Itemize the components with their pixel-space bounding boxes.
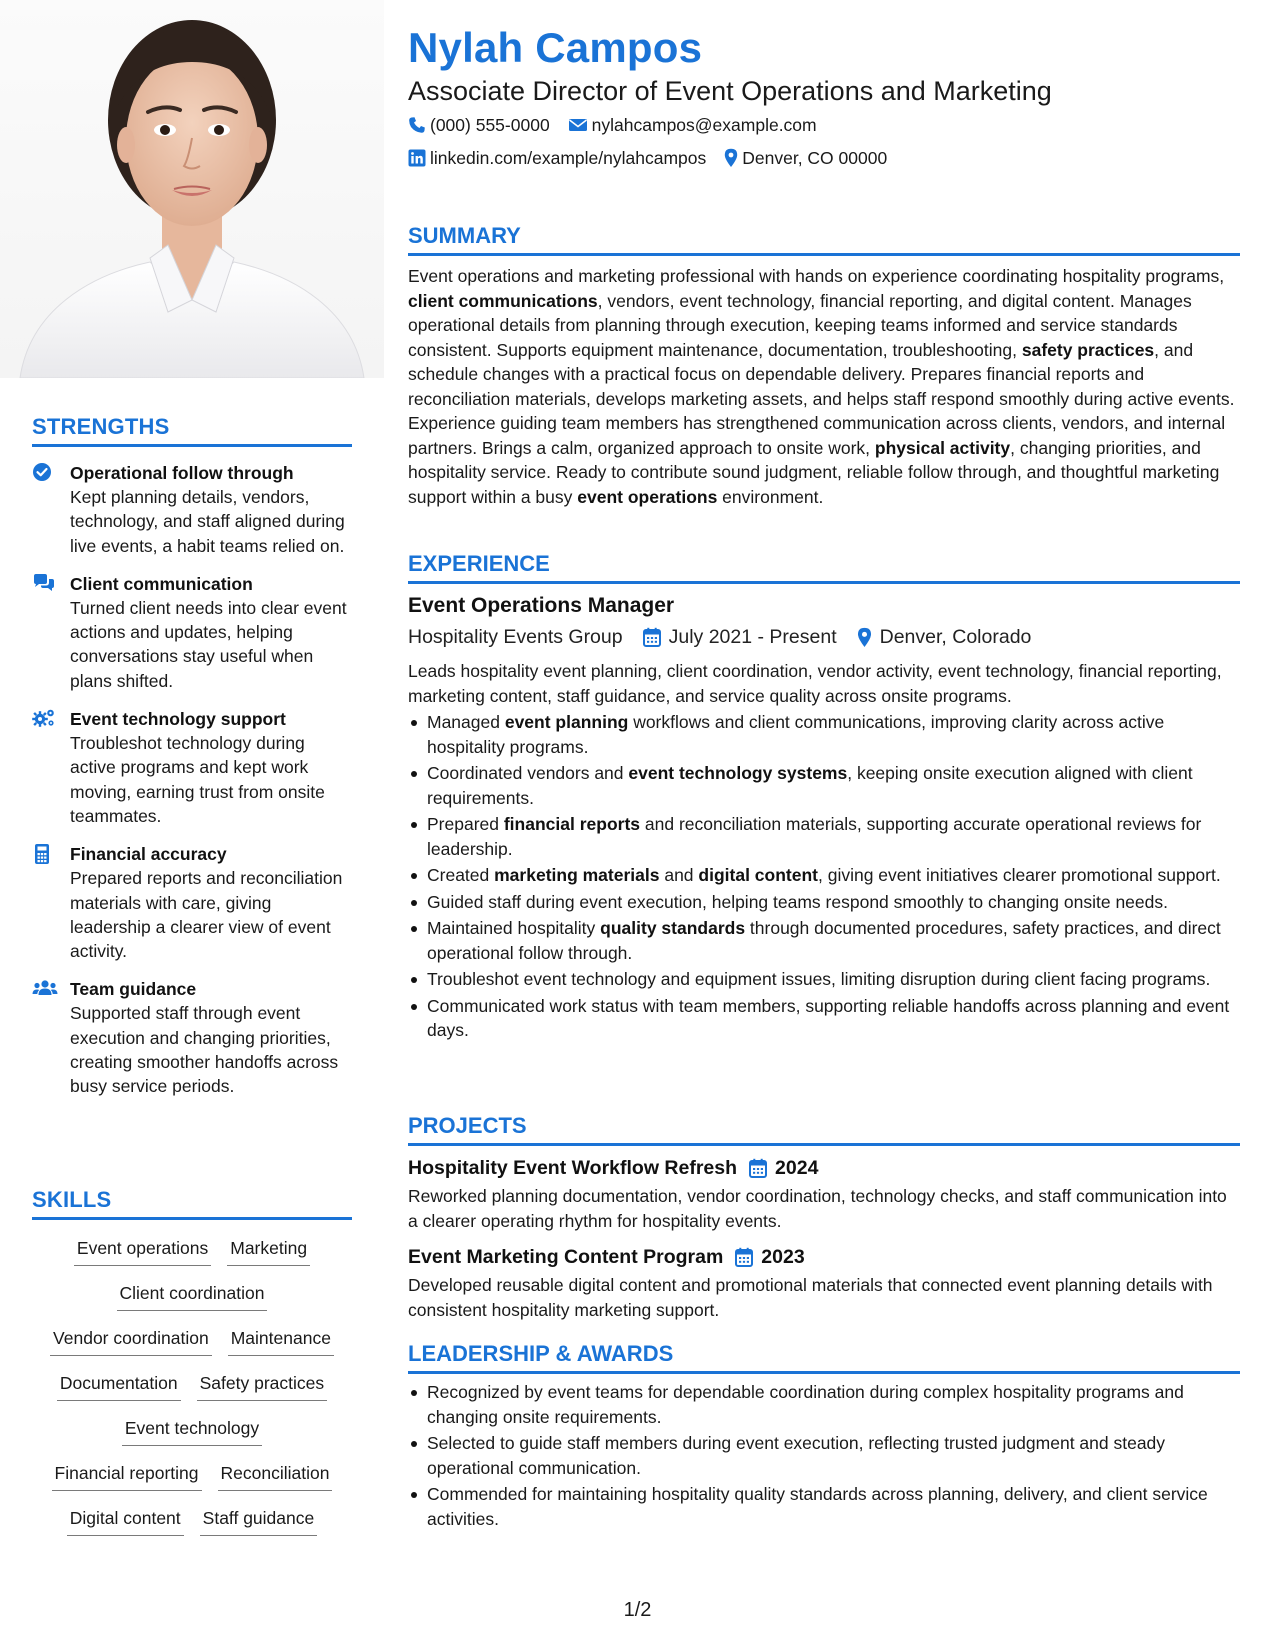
skill-tag: Financial reporting [52, 1461, 202, 1491]
job-meta [408, 623, 1240, 651]
comments-icon [32, 573, 56, 595]
skill-tag: Vendor coordination [50, 1326, 212, 1356]
sidebar [0, 0, 384, 1650]
strength-title: Financial accuracy [70, 844, 227, 865]
section-divider [408, 253, 1240, 256]
page-number: 1/2 [623, 1599, 652, 1621]
check-circle-icon [32, 462, 56, 484]
skill-tag: Digital content [67, 1506, 184, 1536]
calendar-icon [749, 1158, 767, 1178]
skills-title: SKILLS [32, 1187, 112, 1212]
strength-title: Event technology support [70, 709, 286, 730]
users-icon [32, 978, 56, 1000]
list-item: Recognized by event teams for dependable coordination during complex hospitality programs and changing onsite requirements. [408, 1380, 1240, 1429]
contact-row [408, 113, 817, 137]
strength-desc: Prepared reports and reconciliation materials with care, giving leadership a clearer view of event activity. [70, 868, 343, 962]
map-pin-icon [857, 627, 872, 648]
job-description: Leads hospitality event planning, client coordination, vendor activity, event technology, financial reporting, marketing content, staff guidance, and service quality across onsite programs. [408, 661, 1222, 706]
section-divider [408, 1371, 1240, 1374]
summary-text: Event operations and marketing professional with hands on experience coordinating hospitality programs, client communications, vendors, event technology, financial reporting, and digital content. Manages operational details from planning through execution, keeping teams informed and service standards consistent. Supports equipment maintenance, documentation, troubleshooting, safety practices, and schedule changes with a practical focus on dependable delivery. Prepares financial reports and reconciliation materials, develops marketing assets, and helps staff respond smoothly during active events. Experience guiding team members has strengthened communication across clients, vendors, and internal partners. Brings a calm, organized approach to onsite work, physical activity, changing priorities, and hospitality service. Ready to contribute sound judgment, reliable follow through, and thoughtful marketing support within a busy event operations environment. [408, 266, 1235, 507]
skill-tag: Maintenance [228, 1326, 334, 1356]
list-item: Communicated work status with team members, supporting reliable handoffs across planning and event days. [408, 994, 1240, 1043]
skill-tag: Safety practices [197, 1371, 328, 1401]
linkedin-contact[interactable] [408, 146, 706, 170]
job-location: Denver, Colorado [857, 623, 1032, 651]
skill-tag: Reconciliation [218, 1461, 333, 1491]
skills-section [32, 1185, 352, 1551]
email-text: nylahcampos@example.com [591, 115, 817, 135]
project-year: 2023 [735, 1243, 804, 1271]
leadership-bullets [408, 1380, 1240, 1531]
list-item: Prepared financial reports and reconciliation materials, supporting accurate operational reviews for leadership. [408, 812, 1240, 861]
skills-list [32, 1236, 352, 1551]
skill-tag: Marketing [227, 1236, 310, 1266]
job-dates: July 2021 - Present [643, 623, 837, 651]
list-item: Created marketing materials and digital content, giving event initiatives clearer promotional support. [408, 863, 1240, 888]
location-contact [724, 146, 887, 170]
section-divider [408, 1143, 1240, 1146]
list-item: Selected to guide staff members during event execution, reflecting trusted judgment and steady operational communication. [408, 1431, 1240, 1480]
skill-tag: Client coordination [117, 1281, 268, 1311]
project-title: Event Marketing Content Program 2023 [408, 1243, 1240, 1271]
section-divider [32, 444, 352, 447]
project-year: 2024 [749, 1154, 818, 1182]
skill-row [32, 1416, 352, 1461]
calendar-icon [643, 627, 661, 647]
skill-row [32, 1371, 352, 1416]
skill-row [32, 1236, 352, 1281]
strength-desc: Supported staff through event execution and changing priorities, creating smoother handoffs across busy service periods. [70, 1003, 339, 1097]
skill-tag: Event operations [74, 1236, 211, 1266]
strength-desc: Troubleshot technology during active programs and kept work moving, earning trust from onsite teammates. [70, 733, 325, 826]
skill-row [32, 1461, 352, 1506]
experience-title: EXPERIENCE [408, 551, 550, 576]
phone-text: (000) 555-0000 [430, 115, 550, 135]
skill-tag: Documentation [57, 1371, 181, 1401]
location-text: Denver, CO 00000 [742, 148, 888, 168]
envelope-icon [568, 117, 588, 133]
project-title: Hospitality Event Workflow Refresh 2024 [408, 1154, 1240, 1182]
summary-title: SUMMARY [408, 223, 521, 248]
project-description: Developed reusable digital content and promotional materials that connected event planning details with consistent hospitality marketing support. [408, 1275, 1213, 1320]
contact-row [408, 146, 887, 170]
strength-item [32, 707, 352, 828]
strength-desc: Turned client needs into clear event actions and updates, helping conversations stay useful when plans shifted. [70, 597, 347, 691]
strength-title: Operational follow through [70, 463, 294, 483]
list-item: Coordinated vendors and event technology systems, keeping onsite execution aligned with client requirements. [408, 761, 1240, 810]
linkedin-text: linkedin.com/example/nylahcampos [430, 148, 707, 168]
project-description: Reworked planning documentation, vendor coordination, technology checks, and staff communication into a clearer operating rhythm for hospitality events. [408, 1186, 1227, 1231]
skill-row [32, 1281, 352, 1326]
job-title: Event Operations Manager [408, 594, 675, 617]
summary-section [408, 221, 1240, 509]
skill-row [32, 1506, 352, 1551]
company-name: Hospitality Events Group [408, 626, 623, 648]
candidate-name: Nylah Campos [408, 24, 703, 71]
leadership-section [408, 1339, 1240, 1531]
list-item: Troubleshot event technology and equipment issues, limiting disruption during client facing programs. [408, 967, 1240, 992]
headline: Associate Director of Event Operations and Marketing [408, 76, 1052, 106]
skill-tag: Event technology [122, 1416, 262, 1446]
calculator-icon [32, 843, 56, 865]
projects-title: PROJECTS [408, 1113, 527, 1138]
strengths-title: STRENGTHS [32, 414, 170, 439]
list-item: Maintained hospitality quality standards through documented procedures, safety practices, and direct operational follow through. [408, 916, 1240, 965]
strengths-section [32, 412, 352, 1099]
list-item: Guided staff during event execution, helping teams respond smoothly to changing onsite needs. [408, 890, 1240, 915]
skill-tag: Staff guidance [200, 1506, 318, 1536]
skill-row [32, 1326, 352, 1371]
list-item: Commended for maintaining hospitality quality standards across planning, delivery, and client service activities. [408, 1482, 1240, 1531]
linkedin-icon [408, 149, 426, 167]
strength-title: Team guidance [70, 979, 197, 1000]
experience-section [408, 549, 1240, 1043]
gears-icon [32, 708, 56, 730]
list-item: Managed event planning workflows and client communications, improving clarity across active hospitality programs. [408, 710, 1240, 759]
strength-title: Client communication [70, 573, 253, 594]
calendar-icon [735, 1247, 753, 1267]
strength-item [32, 572, 352, 693]
email-contact[interactable] [568, 113, 817, 137]
section-divider [408, 581, 1240, 584]
strength-desc: Kept planning details, vendors, technology, and staff aligned during live events, a habit teams relied on. [70, 487, 345, 556]
phone-contact[interactable] [408, 113, 550, 137]
profile-photo [0, 0, 384, 378]
phone-icon [408, 116, 426, 134]
strength-item [32, 461, 352, 558]
leadership-title: LEADERSHIP & AWARDS [408, 1341, 674, 1366]
strength-item [32, 977, 352, 1098]
map-pin-icon [724, 148, 738, 168]
strength-item [32, 842, 352, 963]
section-divider [32, 1217, 352, 1220]
job-bullets [408, 710, 1240, 1043]
projects-section [408, 1111, 1240, 1322]
